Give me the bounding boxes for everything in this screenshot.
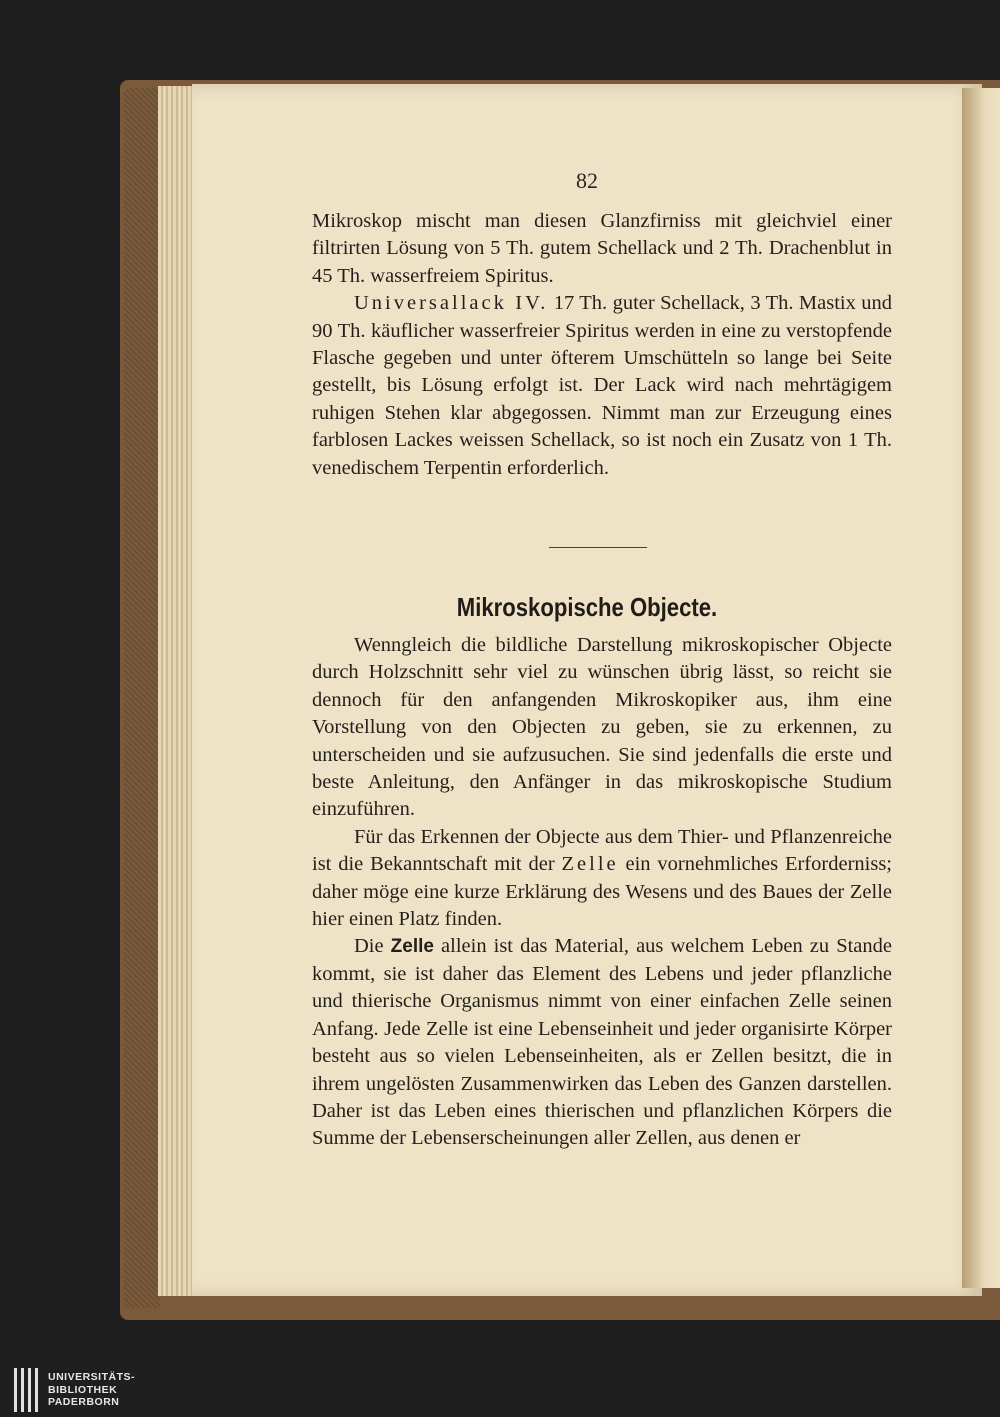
section-heading: Mikroskopische Objecte.: [456, 592, 718, 622]
library-logo: [14, 1368, 135, 1412]
bottom-text-block: [312, 632, 892, 1153]
logo-line-3: PADERBORN: [48, 1396, 120, 1409]
universallack-lead: Universallack IV.: [354, 292, 549, 315]
section-divider: [549, 547, 647, 548]
para2-text-a: Für das Erkennen der Objecte aus dem Thier- und Pflanzenreiche ist die Bekanntschaft mit der: [312, 825, 892, 876]
paragraph-zelle: [312, 933, 892, 1152]
logo-line-2: BIBLIOTHEK: [48, 1383, 118, 1396]
para3-text-a: Die: [354, 935, 391, 958]
paragraph-glanzfirniss: Mikroskop mischt man diesen Glanzfirniss mit gleichviel einer filtrirten Lösung von 5 Th. gutem Schellack und 2 Th. Drachenblut in 45 Th. wasserfreiem Spiritus.: [312, 210, 892, 287]
para3-zelle-bold: Zelle: [390, 936, 434, 958]
book-spine: [124, 88, 160, 1308]
page-number: 82: [576, 168, 598, 193]
facing-page-edge: [962, 88, 1000, 1288]
logo-bars-icon: [14, 1368, 38, 1412]
universallack-text: 17 Th. guter Schellack, 3 Th. Mastix und 90 Th. käuflicher wasserfreier Spiritus werden in eine zu verstopfende Flasche gegeben und unter öfterem Umschütteln so lange bei Seite gestellt, bis Lösung erfolgt ist. Der Lack wird nach mehrtägigem ruhigen Stehen klar abgegossen. Nimmt man zur Erzeugung eines farblosen Lackes weissen Schellack, so ist noch ein Zusatz von 1 Th. venedischem Terpentin erforderlich.: [312, 292, 892, 479]
logo-line-1: UNIVERSITÄTS-: [48, 1371, 136, 1384]
para2-zelle-spaced: Zelle: [561, 853, 619, 876]
para2-text-b: ein vornehmliches Erforderniss; daher möge eine kurze Erklärung des Wesens und des Baues der Zelle hier einen Platz finden.: [312, 853, 892, 931]
paragraph-universallack: [312, 290, 892, 482]
logo-text: [48, 1371, 135, 1409]
paragraph-darstellung: Wenngleich die bildliche Darstellung mikroskopischer Objecte durch Holzschnitt sehr viel zu wünschen übrig lässt, so reicht sie dennoch für den anfangenden Mikroskopiker aus, ihm eine Vorstellung von den Objecten zu geben, sie zu erkennen, zu unterscheiden und sie aufzusuchen. Sie sind jedenfalls die erste und beste Anleitung, den Anfänger in das mikroskopische Studium einzuführen.: [312, 634, 892, 821]
book-page: [192, 84, 982, 1296]
paragraph-erkennen: [312, 824, 892, 934]
para3-text-b: allein ist das Material, aus welchem Leben zu Stande kommt, sie ist daher das Element des Lebens und jeder pflanzliche und thierische Organismus nimmt von einer einfachen Zelle seinen Anfang. Jede Zelle ist eine Lebenseinheit und jeder organisirte Körper besteht aus so vielen Lebenseinheiten, als er Zellen besitzt, die in ihrem ungelösten Zusammenwirken das Leben des Ganzen darstellen. Daher ist das Leben eines thierischen und pflanzlichen Körpers die Summe der Lebenserscheinungen aller Zellen, aus denen er: [312, 935, 892, 1150]
top-text-block: [312, 208, 892, 482]
